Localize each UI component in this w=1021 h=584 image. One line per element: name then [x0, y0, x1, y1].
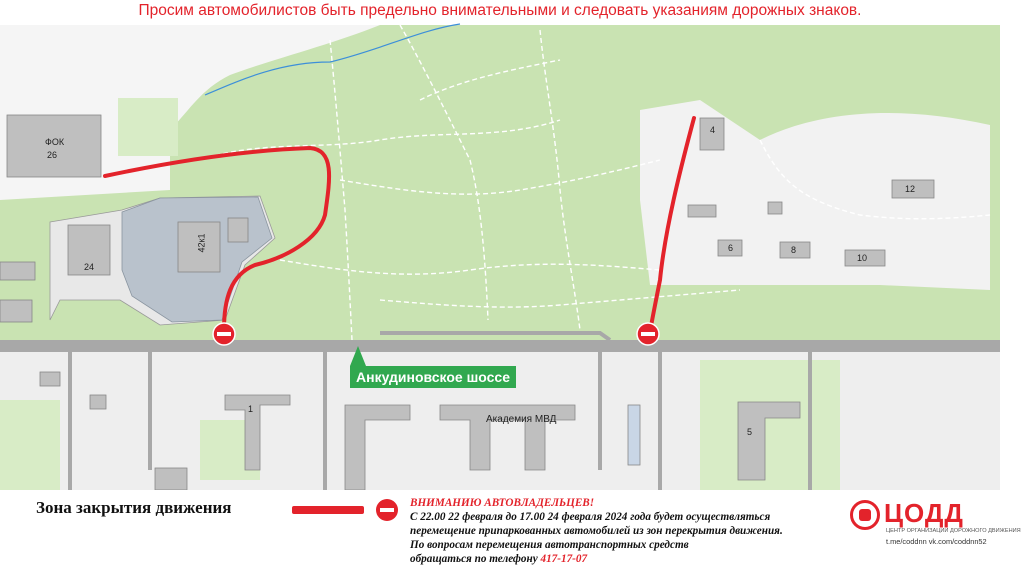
logo-name: ЦОДД: [884, 498, 964, 528]
building-small-g: [90, 395, 106, 409]
no-entry-sign-east: [637, 323, 659, 345]
meadow-1: [118, 98, 178, 156]
legend-closure-line: [292, 506, 364, 514]
label-24: 24: [84, 262, 95, 272]
label-10: 10: [857, 253, 868, 263]
label-5: 5: [747, 427, 753, 437]
warning-line-1: С 22.00 22 февраля до 17.00 24 февраля 2024 года будет осуществляться: [410, 511, 771, 523]
building-small-a: [228, 218, 248, 242]
label-42k1: 42к1: [196, 233, 207, 253]
south-meadow-1: [0, 400, 60, 490]
building-small-e: [768, 202, 782, 214]
warning-line-4: [410, 552, 840, 566]
legend-title: Зона закрытия движения: [36, 498, 232, 517]
no-entry-sign-west: [213, 323, 235, 345]
warning-heading: ВНИМАНИЮ АВТОВЛАДЕЛЬЦЕВ!: [410, 497, 595, 509]
label-academy: Академия МВД: [486, 414, 557, 425]
label-1: 1: [248, 404, 254, 414]
label-6: 6: [728, 243, 734, 253]
label-8: 8: [791, 245, 797, 255]
building-small-f: [40, 372, 60, 386]
codd-logo: [850, 496, 1021, 580]
legend: [0, 490, 1021, 584]
label-fok: ФОК: [45, 137, 65, 147]
no-entry-icon: [376, 499, 398, 521]
label-4: 4: [710, 125, 716, 135]
building-small-d: [688, 205, 716, 217]
road-arrow-icon: [350, 346, 366, 366]
phone-number: 417-17-07: [540, 553, 588, 565]
top-notice: Просим автомобилистов быть предельно внимательными и следовать указаниям дорожных знаков.: [138, 2, 862, 19]
codd-badge-icon: [850, 500, 880, 530]
warning-text: [410, 496, 840, 566]
warning-line-2: перемещение припаркованных автомобилей из зон перекрытия движения.: [410, 525, 783, 537]
label-12: 12: [905, 184, 916, 194]
building-small-h: [628, 405, 640, 465]
warning-line-3: По вопросам перемещения автотранспортных средств: [410, 539, 689, 551]
building-small-c: [0, 300, 32, 322]
label-fok-number: 26: [47, 150, 58, 160]
building-small-b: [0, 262, 35, 280]
main-road: [0, 340, 1000, 352]
logo-links: t.me/coddnn vk.com/coddnn52: [886, 537, 987, 546]
logo-subtitle: ЦЕНТР ОРГАНИЗАЦИИ ДОРОЖНОГО ДВИЖЕНИЯ: [886, 528, 1021, 534]
road-label: Анкудиновское шоссе: [350, 366, 516, 388]
warning-line-4-prefix: обращаться по телефону: [410, 553, 538, 565]
building-small-i: [155, 468, 187, 490]
south-meadow-2: [700, 360, 840, 490]
